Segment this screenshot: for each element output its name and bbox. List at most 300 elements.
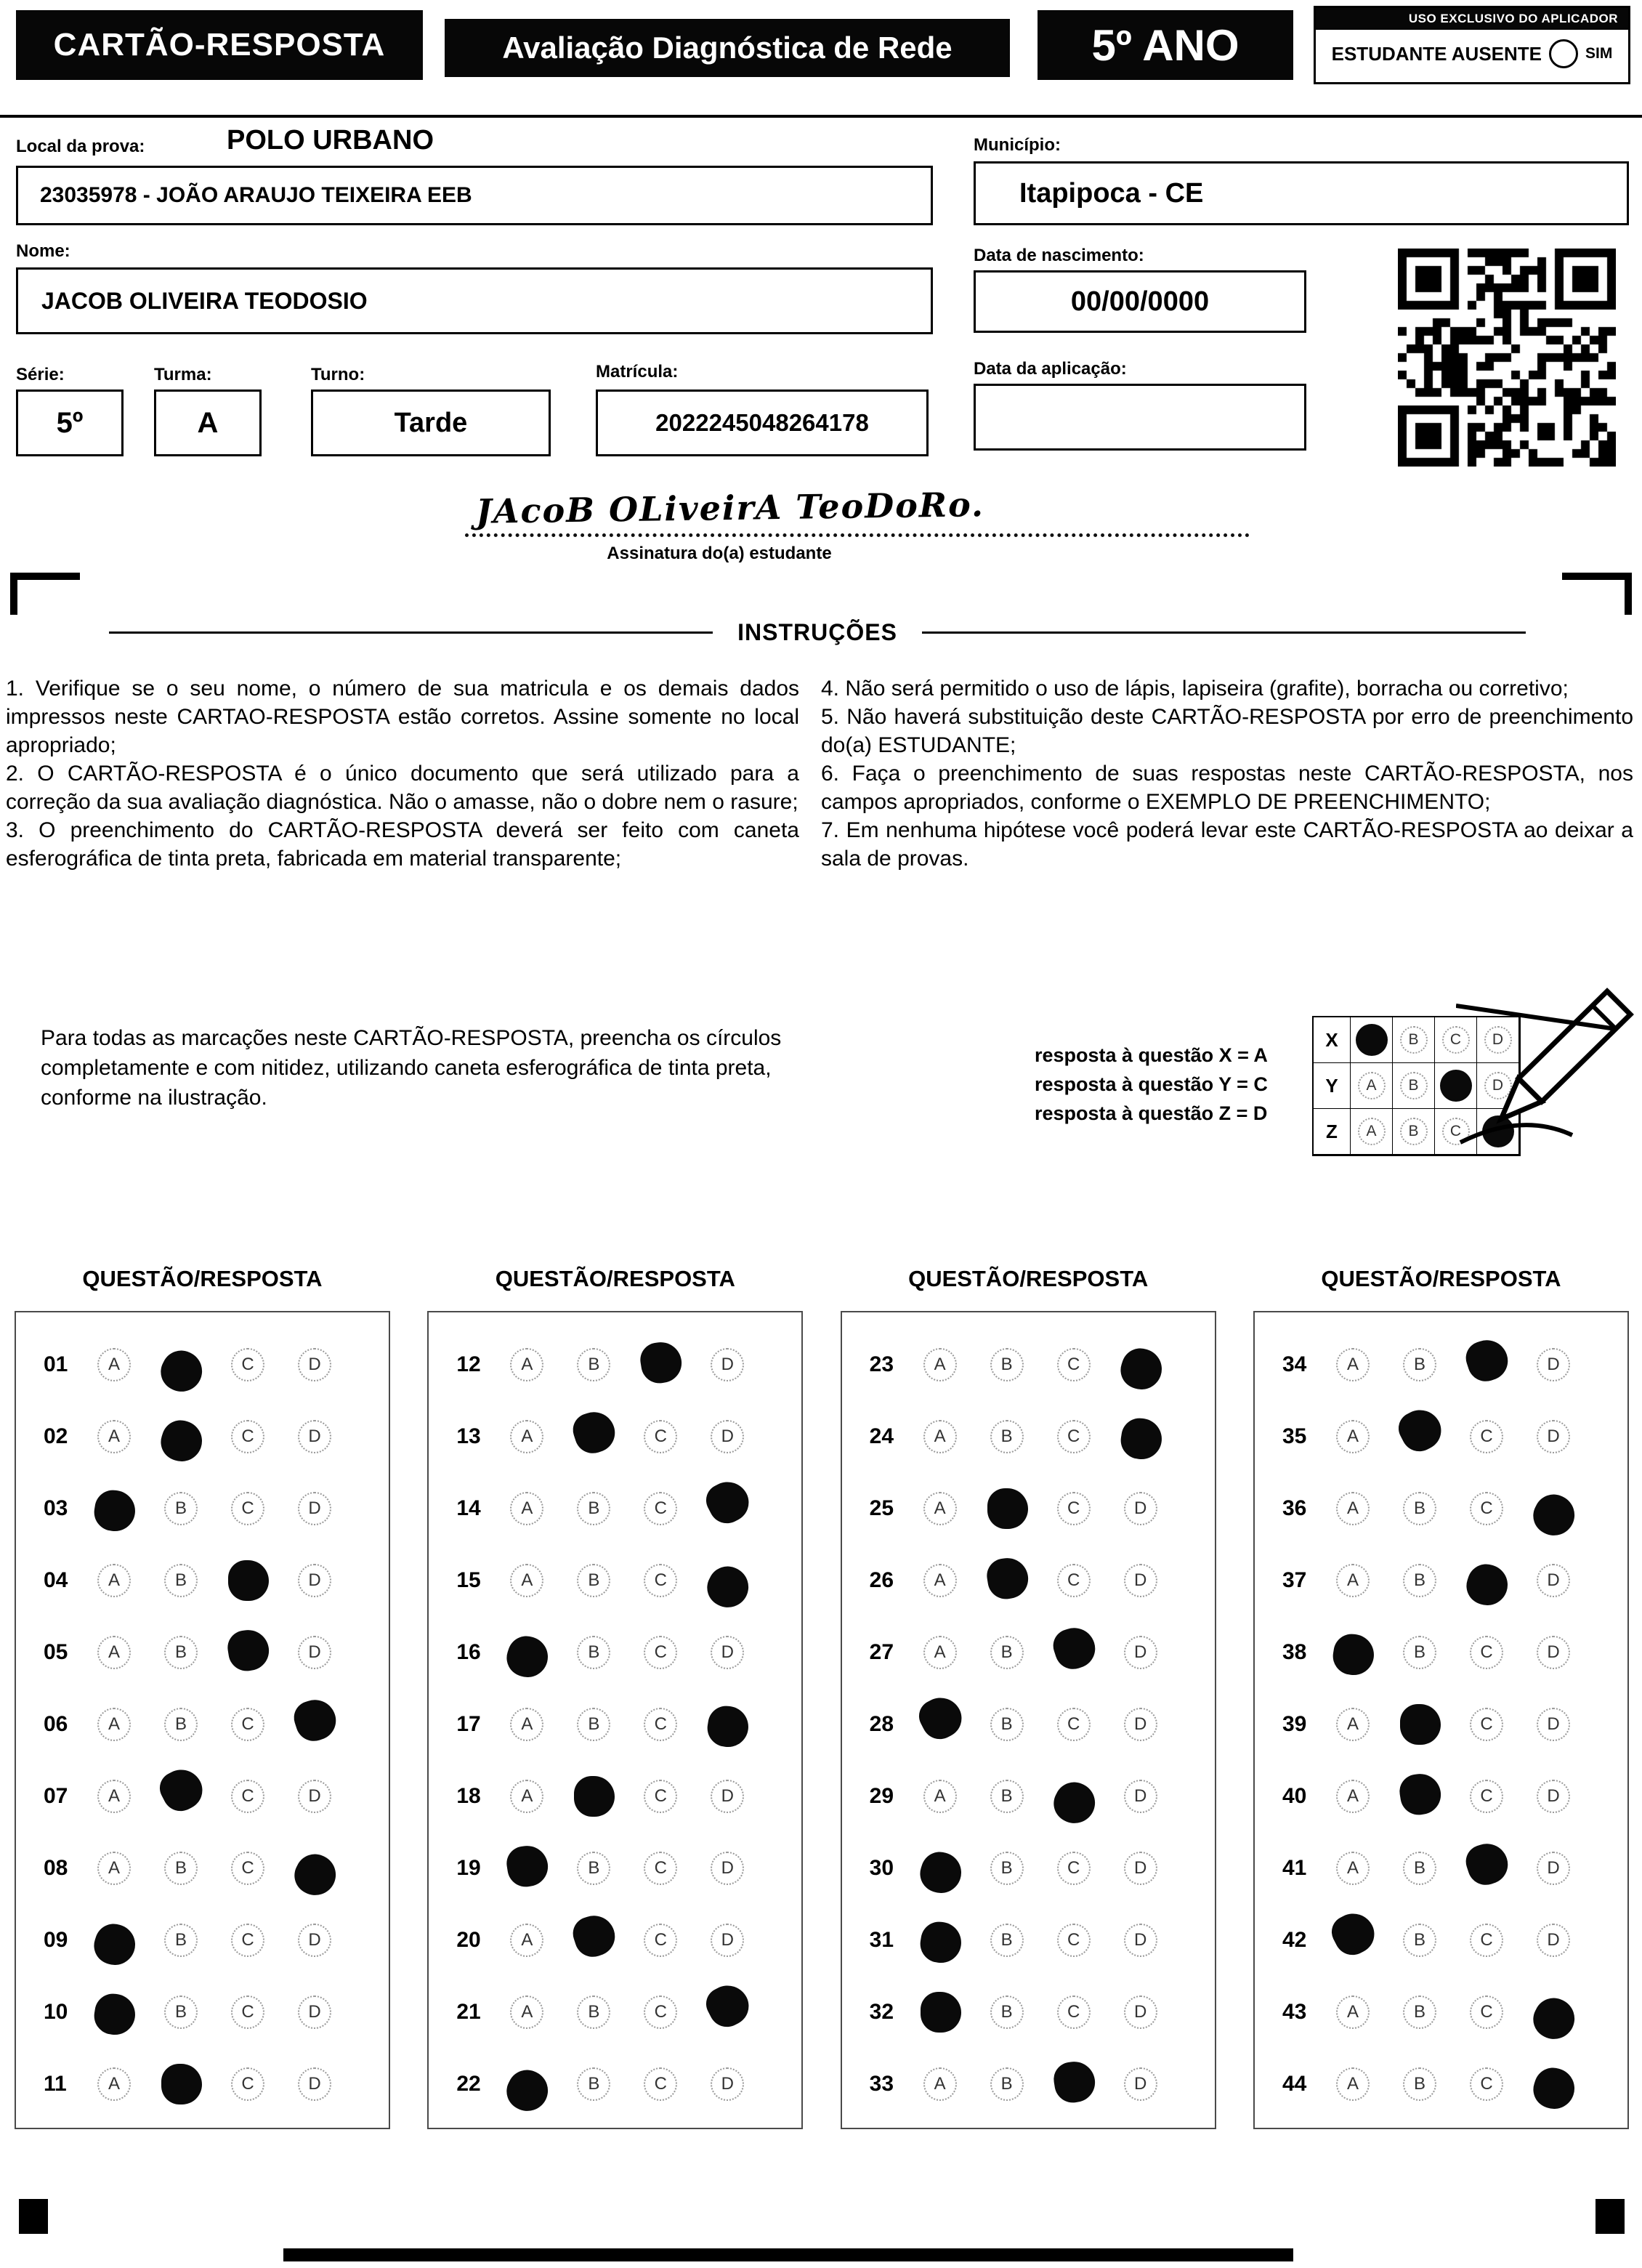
question-number: 09 bbox=[44, 1927, 68, 1952]
bottom-timing-bar bbox=[283, 2248, 1293, 2261]
bubble-b-filled[interactable] bbox=[154, 1762, 209, 1817]
bubble-b[interactable]: B bbox=[577, 1492, 610, 1525]
bubble-a[interactable]: A bbox=[97, 2067, 131, 2101]
bubble-d[interactable]: D bbox=[1484, 1026, 1512, 1054]
bubble-c[interactable]: C bbox=[1057, 1708, 1091, 1741]
bubble-d-filled[interactable] bbox=[1529, 2062, 1580, 2114]
bubble-d[interactable]: D bbox=[1537, 1348, 1570, 1381]
bubble-a[interactable]: A bbox=[923, 1780, 957, 1813]
bubble-d[interactable]: D bbox=[1124, 1780, 1157, 1813]
example-caption-z: resposta à questão Z = D bbox=[1035, 1102, 1268, 1124]
question-row-43 bbox=[1255, 1976, 1627, 2048]
bubble-c-filled[interactable] bbox=[225, 1626, 272, 1673]
bubble-a[interactable]: A bbox=[510, 1564, 543, 1597]
question-number: 18 bbox=[456, 1783, 481, 1808]
bubble-d[interactable]: D bbox=[1124, 1924, 1157, 1957]
bubble-d[interactable]: D bbox=[298, 1780, 331, 1813]
bubble-b[interactable]: B bbox=[1400, 1072, 1428, 1099]
bubble-d-filled[interactable] bbox=[1118, 1415, 1165, 1461]
bubble-c-filled[interactable] bbox=[1048, 1622, 1100, 1674]
bubble-a[interactable]: A bbox=[923, 1636, 957, 1669]
student-absent-bubble[interactable] bbox=[1549, 39, 1578, 68]
question-number: 16 bbox=[456, 1639, 481, 1664]
bubble-a-filled[interactable] bbox=[1326, 1906, 1380, 1961]
rule-left bbox=[109, 631, 713, 634]
answer-column-4 bbox=[1253, 1266, 1629, 2129]
bubble-c[interactable]: C bbox=[1470, 1995, 1503, 2029]
bottom-mark-right bbox=[1596, 2199, 1625, 2234]
bubble-a-filled[interactable] bbox=[502, 1631, 554, 1682]
bubble-a-filled[interactable] bbox=[913, 1690, 968, 1745]
bubble-d[interactable]: D bbox=[1537, 1420, 1570, 1453]
question-row-07 bbox=[16, 1760, 389, 1832]
question-number: 07 bbox=[44, 1783, 68, 1808]
question-number: 10 bbox=[44, 1999, 68, 2024]
question-number: 33 bbox=[869, 2071, 894, 2096]
answer-column-box bbox=[1253, 1311, 1629, 2129]
question-number: 24 bbox=[869, 1424, 894, 1448]
bubble-d[interactable]: D bbox=[711, 1852, 744, 1885]
instruction-item-2: 2. O CARTÃO-RESPOSTA é o único documento que será utilizado para a correção da sua avaliação diagnóstica. Não o amasse, não o dobre nem o rasure; bbox=[6, 762, 799, 814]
question-row-03 bbox=[16, 1472, 389, 1544]
example-row-label: Z bbox=[1313, 1108, 1351, 1155]
bubble-d-filled[interactable] bbox=[288, 1847, 342, 1902]
instruction-item-3: 3. O preenchimento do CARTÃO-RESPOSTA deverá ser feito com caneta esferográfica de tinta preta, fabricada em material transparente; bbox=[6, 818, 799, 871]
bubble-d[interactable]: D bbox=[298, 1348, 331, 1381]
example-cell bbox=[1350, 1017, 1393, 1063]
bubble-c[interactable]: C bbox=[644, 1924, 677, 1957]
question-row-27 bbox=[842, 1616, 1215, 1688]
bubble-a[interactable]: A bbox=[1336, 1492, 1370, 1525]
bubble-a-filled[interactable] bbox=[1330, 1631, 1377, 1677]
question-row-34 bbox=[1255, 1328, 1627, 1400]
bubble-b[interactable]: B bbox=[990, 1636, 1024, 1669]
bubble-d[interactable]: D bbox=[1537, 1708, 1570, 1741]
registration-mark-right bbox=[1562, 573, 1632, 615]
bubble-c[interactable]: C bbox=[644, 1492, 677, 1525]
bubble-d[interactable]: D bbox=[1537, 1780, 1570, 1813]
bubble-b[interactable]: B bbox=[164, 1852, 198, 1885]
bubble-c[interactable]: C bbox=[231, 1420, 264, 1453]
bubble-b[interactable]: B bbox=[577, 1852, 610, 1885]
answer-column-2 bbox=[427, 1266, 803, 2129]
page-title: CARTÃO-RESPOSTA bbox=[16, 10, 423, 80]
bubble-b[interactable]: B bbox=[1400, 1026, 1428, 1054]
bubble-d[interactable]: D bbox=[298, 1924, 331, 1957]
bubble-c[interactable]: C bbox=[1057, 1348, 1091, 1381]
bubble-c[interactable]: C bbox=[1057, 1995, 1091, 2029]
bubble-d[interactable]: D bbox=[711, 1348, 744, 1381]
bubble-d[interactable]: D bbox=[298, 1420, 331, 1453]
bubble-a-filled[interactable] bbox=[915, 1847, 966, 1898]
bubble-a[interactable]: A bbox=[1358, 1072, 1386, 1099]
bubble-b[interactable]: B bbox=[1403, 1492, 1436, 1525]
bubble-a[interactable]: A bbox=[510, 1780, 543, 1813]
bubble-b[interactable]: B bbox=[990, 1995, 1024, 2029]
bubble-a[interactable]: A bbox=[97, 1420, 131, 1453]
bubble-a[interactable]: A bbox=[97, 1780, 131, 1813]
bubble-c[interactable]: C bbox=[231, 1348, 264, 1381]
bubble-d[interactable]: D bbox=[298, 1564, 331, 1597]
bubble-c[interactable]: C bbox=[644, 1780, 677, 1813]
instructions-title: INSTRUÇÕES bbox=[737, 619, 897, 645]
example-caption-y: resposta à questão Y = C bbox=[1035, 1073, 1268, 1095]
bubble-b[interactable]: B bbox=[990, 1852, 1024, 1885]
bubble-b-filled[interactable] bbox=[574, 1776, 615, 1817]
bubble-a[interactable]: A bbox=[1336, 1995, 1370, 2029]
bubble-a[interactable]: A bbox=[510, 1995, 543, 2029]
question-row-09 bbox=[16, 1904, 389, 1976]
bubble-c-filled[interactable] bbox=[1462, 1559, 1513, 1610]
bubble-c[interactable]: C bbox=[644, 1852, 677, 1885]
bubble-c[interactable]: C bbox=[1470, 1924, 1503, 1957]
bubble-c[interactable]: C bbox=[644, 1420, 677, 1453]
bubble-a-filled[interactable] bbox=[92, 1487, 138, 1533]
instructions-header bbox=[109, 619, 1526, 646]
aplicacao-field bbox=[974, 384, 1306, 451]
school-field: 23035978 - JOÃO ARAUJO TEIXEIRA EEB bbox=[16, 166, 933, 225]
bubble-d[interactable]: D bbox=[298, 2067, 331, 2101]
bubble-d[interactable]: D bbox=[1537, 1636, 1570, 1669]
question-row-37 bbox=[1255, 1544, 1627, 1616]
question-number: 34 bbox=[1282, 1352, 1307, 1376]
question-row-23 bbox=[842, 1328, 1215, 1400]
student-absent-label: ESTUDANTE AUSENTE bbox=[1331, 42, 1542, 65]
bubble-a[interactable]: A bbox=[1336, 1852, 1370, 1885]
question-row-30 bbox=[842, 1832, 1215, 1904]
bubble-c[interactable]: C bbox=[231, 1708, 264, 1741]
instructions-left-column bbox=[6, 674, 799, 873]
answer-column-header: QUESTÃO/RESPOSTA bbox=[495, 1266, 735, 1291]
bubble-b[interactable]: B bbox=[164, 1564, 198, 1597]
bubble-d[interactable]: D bbox=[711, 1780, 744, 1813]
question-row-32 bbox=[842, 1976, 1215, 2048]
bubble-c[interactable]: C bbox=[231, 2067, 264, 2101]
bubble-c[interactable]: C bbox=[644, 2067, 677, 2101]
answer-column-1 bbox=[15, 1266, 390, 2129]
bubble-a-filled[interactable] bbox=[921, 1992, 961, 2033]
bubble-c[interactable]: C bbox=[1470, 1780, 1503, 1813]
question-number: 22 bbox=[456, 2071, 481, 2096]
bubble-a[interactable]: A bbox=[510, 1492, 543, 1525]
bubble-a[interactable]: A bbox=[1336, 1780, 1370, 1813]
bubble-c[interactable]: C bbox=[644, 1708, 677, 1741]
bubble-b[interactable]: B bbox=[990, 1780, 1024, 1813]
bubble-b-filled[interactable] bbox=[156, 1415, 208, 1466]
question-row-01 bbox=[16, 1328, 389, 1400]
bubble-d-filled[interactable] bbox=[1115, 1343, 1167, 1395]
bubble-a[interactable]: A bbox=[510, 1348, 543, 1381]
question-row-36 bbox=[1255, 1472, 1627, 1544]
local-value: POLO URBANO bbox=[227, 125, 434, 156]
question-number: 41 bbox=[1282, 1855, 1307, 1880]
bubble-d[interactable]: D bbox=[1124, 1852, 1157, 1885]
bubble-b[interactable]: B bbox=[990, 1420, 1024, 1453]
bubble-b[interactable]: B bbox=[1403, 1924, 1436, 1957]
question-number: 15 bbox=[456, 1567, 481, 1592]
bubble-b-filled[interactable] bbox=[984, 1554, 1031, 1601]
bubble-b[interactable]: B bbox=[1403, 1564, 1436, 1597]
question-row-35 bbox=[1255, 1400, 1627, 1472]
bubble-a[interactable]: A bbox=[1336, 1708, 1370, 1741]
bubble-b-filled[interactable] bbox=[569, 1406, 620, 1458]
bubble-b-filled[interactable] bbox=[154, 1344, 209, 1398]
bubble-c[interactable]: C bbox=[644, 1636, 677, 1669]
question-number: 06 bbox=[44, 1711, 68, 1736]
instruction-item-5: 5. Não haverá substituição deste CARTÃO-RESPOSTA por erro de preenchimento do(a) ESTUDANTE; bbox=[821, 705, 1633, 757]
question-number: 23 bbox=[869, 1352, 894, 1376]
bubble-b-filled[interactable] bbox=[987, 1488, 1028, 1529]
bubble-a-filled[interactable] bbox=[504, 1842, 551, 1889]
bubble-d[interactable]: D bbox=[1124, 2067, 1157, 2101]
bubble-c-filled[interactable] bbox=[228, 1560, 269, 1601]
bubble-d[interactable]: D bbox=[711, 1924, 744, 1957]
question-row-39 bbox=[1255, 1688, 1627, 1760]
bubble-d[interactable]: D bbox=[1537, 1852, 1570, 1885]
pen-icon bbox=[1456, 987, 1638, 1161]
bubble-a[interactable]: A bbox=[1336, 1348, 1370, 1381]
bubble-a[interactable]: A bbox=[1358, 1118, 1386, 1145]
serie-field: 5º bbox=[16, 390, 124, 456]
answers-section bbox=[15, 1266, 1629, 2129]
question-number: 12 bbox=[456, 1352, 481, 1376]
municipio-field: Itapipoca - CE bbox=[974, 161, 1629, 225]
bubble-c-filled[interactable] bbox=[1462, 1838, 1513, 1889]
bubble-a[interactable]: A bbox=[1336, 1564, 1370, 1597]
question-number: 42 bbox=[1282, 1927, 1307, 1952]
bubble-c[interactable]: C bbox=[231, 1852, 264, 1885]
bubble-b[interactable]: B bbox=[164, 1924, 198, 1957]
bubble-d[interactable]: D bbox=[1124, 1995, 1157, 2029]
bubble-d[interactable]: D bbox=[1124, 1492, 1157, 1525]
bubble-b[interactable]: B bbox=[577, 1636, 610, 1669]
question-row-18 bbox=[429, 1760, 801, 1832]
bubble-d[interactable]: D bbox=[1537, 1924, 1570, 1957]
example-cell bbox=[1392, 1017, 1435, 1063]
bubble-b[interactable]: B bbox=[1403, 1636, 1436, 1669]
student-signature: JAcoB OLiveirA TeoDoRo. bbox=[475, 485, 985, 531]
bubble-a-filled[interactable] bbox=[1356, 1024, 1388, 1056]
bubble-a[interactable]: A bbox=[97, 1852, 131, 1885]
bubble-c[interactable]: C bbox=[1057, 1492, 1091, 1525]
bubble-c[interactable]: C bbox=[1057, 1924, 1091, 1957]
bubble-a[interactable]: A bbox=[97, 1708, 131, 1741]
question-number: 08 bbox=[44, 1855, 68, 1880]
question-number: 13 bbox=[456, 1424, 481, 1448]
bubble-d[interactable]: D bbox=[1124, 1636, 1157, 1669]
header-divider bbox=[0, 115, 1642, 118]
bubble-c[interactable]: C bbox=[231, 1780, 264, 1813]
question-number: 01 bbox=[44, 1352, 68, 1376]
bottom-mark-left bbox=[19, 2199, 48, 2234]
bubble-d[interactable]: D bbox=[1537, 1564, 1570, 1597]
question-row-28 bbox=[842, 1688, 1215, 1760]
bubble-a[interactable]: A bbox=[923, 1348, 957, 1381]
question-row-24 bbox=[842, 1400, 1215, 1472]
bubble-d-filled[interactable] bbox=[1526, 1488, 1581, 1542]
bubble-d[interactable]: D bbox=[298, 1995, 331, 2029]
bubble-d[interactable]: D bbox=[298, 1636, 331, 1669]
bubble-d-filled[interactable] bbox=[1526, 1991, 1581, 2046]
question-row-41 bbox=[1255, 1832, 1627, 1904]
question-number: 19 bbox=[456, 1855, 481, 1880]
question-row-17 bbox=[429, 1688, 801, 1760]
question-row-08 bbox=[16, 1832, 389, 1904]
question-row-16 bbox=[429, 1616, 801, 1688]
bubble-b[interactable]: B bbox=[1400, 1118, 1428, 1145]
bubble-c[interactable]: C bbox=[231, 1995, 264, 2029]
question-row-02 bbox=[16, 1400, 389, 1472]
turma-field: A bbox=[154, 390, 262, 456]
bubble-d-filled[interactable] bbox=[290, 1694, 341, 1746]
aplicacao-label: Data da aplicação: bbox=[974, 359, 1127, 379]
bubble-b-filled[interactable] bbox=[1397, 1770, 1444, 1817]
bubble-c-filled[interactable] bbox=[1051, 2058, 1098, 2104]
question-number: 35 bbox=[1282, 1424, 1307, 1448]
bubble-c[interactable]: C bbox=[1442, 1118, 1470, 1145]
bubble-a[interactable]: A bbox=[1336, 1420, 1370, 1453]
bubble-a[interactable]: A bbox=[923, 1420, 957, 1453]
bubble-b[interactable]: B bbox=[577, 1708, 610, 1741]
nome-label: Nome: bbox=[16, 241, 70, 261]
bubble-a[interactable]: A bbox=[97, 1564, 131, 1597]
bubble-c[interactable]: C bbox=[1470, 2067, 1503, 2101]
bubble-a-filled[interactable] bbox=[89, 1918, 141, 1970]
question-row-11 bbox=[16, 2048, 389, 2120]
question-number: 02 bbox=[44, 1424, 68, 1448]
bubble-a-filled[interactable] bbox=[918, 1918, 964, 1965]
bubble-b[interactable]: B bbox=[164, 1492, 198, 1525]
bubble-b-filled[interactable] bbox=[1393, 1403, 1447, 1457]
bubble-b[interactable]: B bbox=[990, 1348, 1024, 1381]
matricula-label: Matrícula: bbox=[596, 362, 679, 382]
bubble-c[interactable]: C bbox=[1057, 1564, 1091, 1597]
bubble-b[interactable]: B bbox=[990, 2067, 1024, 2101]
bubble-c[interactable]: C bbox=[1470, 1420, 1503, 1453]
bubble-b[interactable]: B bbox=[1403, 1995, 1436, 2029]
bubble-c[interactable]: C bbox=[231, 1924, 264, 1957]
question-number: 11 bbox=[44, 2071, 67, 2096]
bubble-b[interactable]: B bbox=[577, 1348, 610, 1381]
instructions-right-column bbox=[821, 674, 1633, 873]
bubble-b[interactable]: B bbox=[577, 1995, 610, 2029]
question-number: 04 bbox=[44, 1567, 68, 1592]
bubble-d-filled[interactable] bbox=[701, 1978, 756, 2033]
bubble-c-filled[interactable] bbox=[1462, 1334, 1513, 1386]
turno-label: Turno: bbox=[311, 365, 365, 384]
bubble-a[interactable]: A bbox=[923, 1564, 957, 1597]
question-number: 36 bbox=[1282, 1496, 1307, 1520]
nome-field: JACOB OLIVEIRA TEODOSIO bbox=[16, 267, 933, 334]
bubble-c[interactable]: C bbox=[1057, 1852, 1091, 1885]
registration-mark-left bbox=[10, 573, 80, 615]
bubble-b-filled[interactable] bbox=[569, 1910, 620, 1961]
bubble-a[interactable]: A bbox=[97, 1636, 131, 1669]
bubble-d[interactable]: D bbox=[298, 1492, 331, 1525]
question-row-29 bbox=[842, 1760, 1215, 1832]
bubble-d[interactable]: D bbox=[1124, 1564, 1157, 1597]
question-number: 28 bbox=[869, 1711, 894, 1736]
bubble-a[interactable]: A bbox=[1336, 2067, 1370, 2101]
bubble-b[interactable]: B bbox=[577, 2067, 610, 2101]
bubble-a[interactable]: A bbox=[97, 1348, 131, 1381]
qr-code bbox=[1398, 249, 1616, 467]
aplicador-strip-title: USO EXCLUSIVO DO APLICADOR bbox=[1316, 8, 1628, 30]
question-number: 30 bbox=[869, 1855, 894, 1880]
bubble-b[interactable]: B bbox=[164, 1636, 198, 1669]
bubble-b[interactable]: B bbox=[577, 1564, 610, 1597]
bubble-b[interactable]: B bbox=[164, 1708, 198, 1741]
bubble-b-filled[interactable] bbox=[1400, 1704, 1441, 1745]
bubble-c[interactable]: C bbox=[1470, 1492, 1503, 1525]
question-row-33 bbox=[842, 2048, 1215, 2120]
local-label: Local da prova: bbox=[16, 137, 145, 156]
bubble-a-filled[interactable] bbox=[92, 1990, 138, 2037]
bubble-d[interactable]: D bbox=[711, 1636, 744, 1669]
question-row-31 bbox=[842, 1904, 1215, 1976]
bubble-d[interactable]: D bbox=[711, 2067, 744, 2101]
aplicador-box bbox=[1314, 6, 1630, 84]
nascimento-field: 00/00/0000 bbox=[974, 270, 1306, 333]
bubble-a[interactable]: A bbox=[923, 1492, 957, 1525]
bubble-b[interactable]: B bbox=[1403, 1348, 1436, 1381]
bubble-d[interactable]: D bbox=[1484, 1072, 1512, 1099]
bubble-a[interactable]: A bbox=[510, 1708, 543, 1741]
nascimento-label: Data de nascimento: bbox=[974, 246, 1144, 265]
question-row-26 bbox=[842, 1544, 1215, 1616]
bubble-a[interactable]: A bbox=[923, 2067, 957, 2101]
bubble-c[interactable]: C bbox=[1442, 1026, 1470, 1054]
question-number: 31 bbox=[869, 1927, 894, 1952]
bubble-b[interactable]: B bbox=[1403, 1852, 1436, 1885]
question-row-15 bbox=[429, 1544, 801, 1616]
bubble-c[interactable]: C bbox=[1470, 1636, 1503, 1669]
example-cell bbox=[1392, 1108, 1435, 1155]
bubble-c-filled[interactable] bbox=[1047, 1775, 1101, 1830]
question-number: 14 bbox=[456, 1496, 481, 1520]
bubble-c[interactable]: C bbox=[231, 1492, 264, 1525]
serie-label: Série: bbox=[16, 365, 65, 384]
question-number: 29 bbox=[869, 1783, 894, 1808]
bubble-d-filled[interactable] bbox=[701, 1474, 756, 1529]
bubble-b-filled[interactable] bbox=[161, 2064, 202, 2104]
bubble-d-filled[interactable] bbox=[701, 1559, 756, 1614]
bubble-a[interactable]: A bbox=[510, 1420, 543, 1453]
question-number: 27 bbox=[869, 1639, 894, 1664]
bubble-c[interactable]: C bbox=[1057, 1420, 1091, 1453]
bubble-d-filled[interactable] bbox=[705, 1703, 751, 1749]
bubble-c[interactable]: C bbox=[644, 1995, 677, 2029]
bubble-c[interactable]: C bbox=[644, 1564, 677, 1597]
answer-column-box bbox=[841, 1311, 1216, 2129]
bubble-c[interactable]: C bbox=[1470, 1708, 1503, 1741]
bubble-a[interactable]: A bbox=[510, 1924, 543, 1957]
municipio-label: Município: bbox=[974, 135, 1061, 155]
bubble-b[interactable]: B bbox=[990, 1924, 1024, 1957]
question-row-12 bbox=[429, 1328, 801, 1400]
question-number: 20 bbox=[456, 1927, 481, 1952]
bubble-b[interactable]: B bbox=[990, 1708, 1024, 1741]
bubble-b[interactable]: B bbox=[1403, 2067, 1436, 2101]
question-row-13 bbox=[429, 1400, 801, 1472]
bubble-c-filled[interactable] bbox=[638, 1339, 684, 1385]
question-row-14 bbox=[429, 1472, 801, 1544]
answer-column-header: QUESTÃO/RESPOSTA bbox=[908, 1266, 1149, 1291]
bubble-b[interactable]: B bbox=[164, 1995, 198, 2029]
bubble-d[interactable]: D bbox=[1124, 1708, 1157, 1741]
bubble-d[interactable]: D bbox=[711, 1420, 744, 1453]
instruction-item-7: 7. Em nenhuma hipótese você poderá levar este CARTÃO-RESPOSTA ao deixar a sala de provas. bbox=[821, 818, 1633, 871]
